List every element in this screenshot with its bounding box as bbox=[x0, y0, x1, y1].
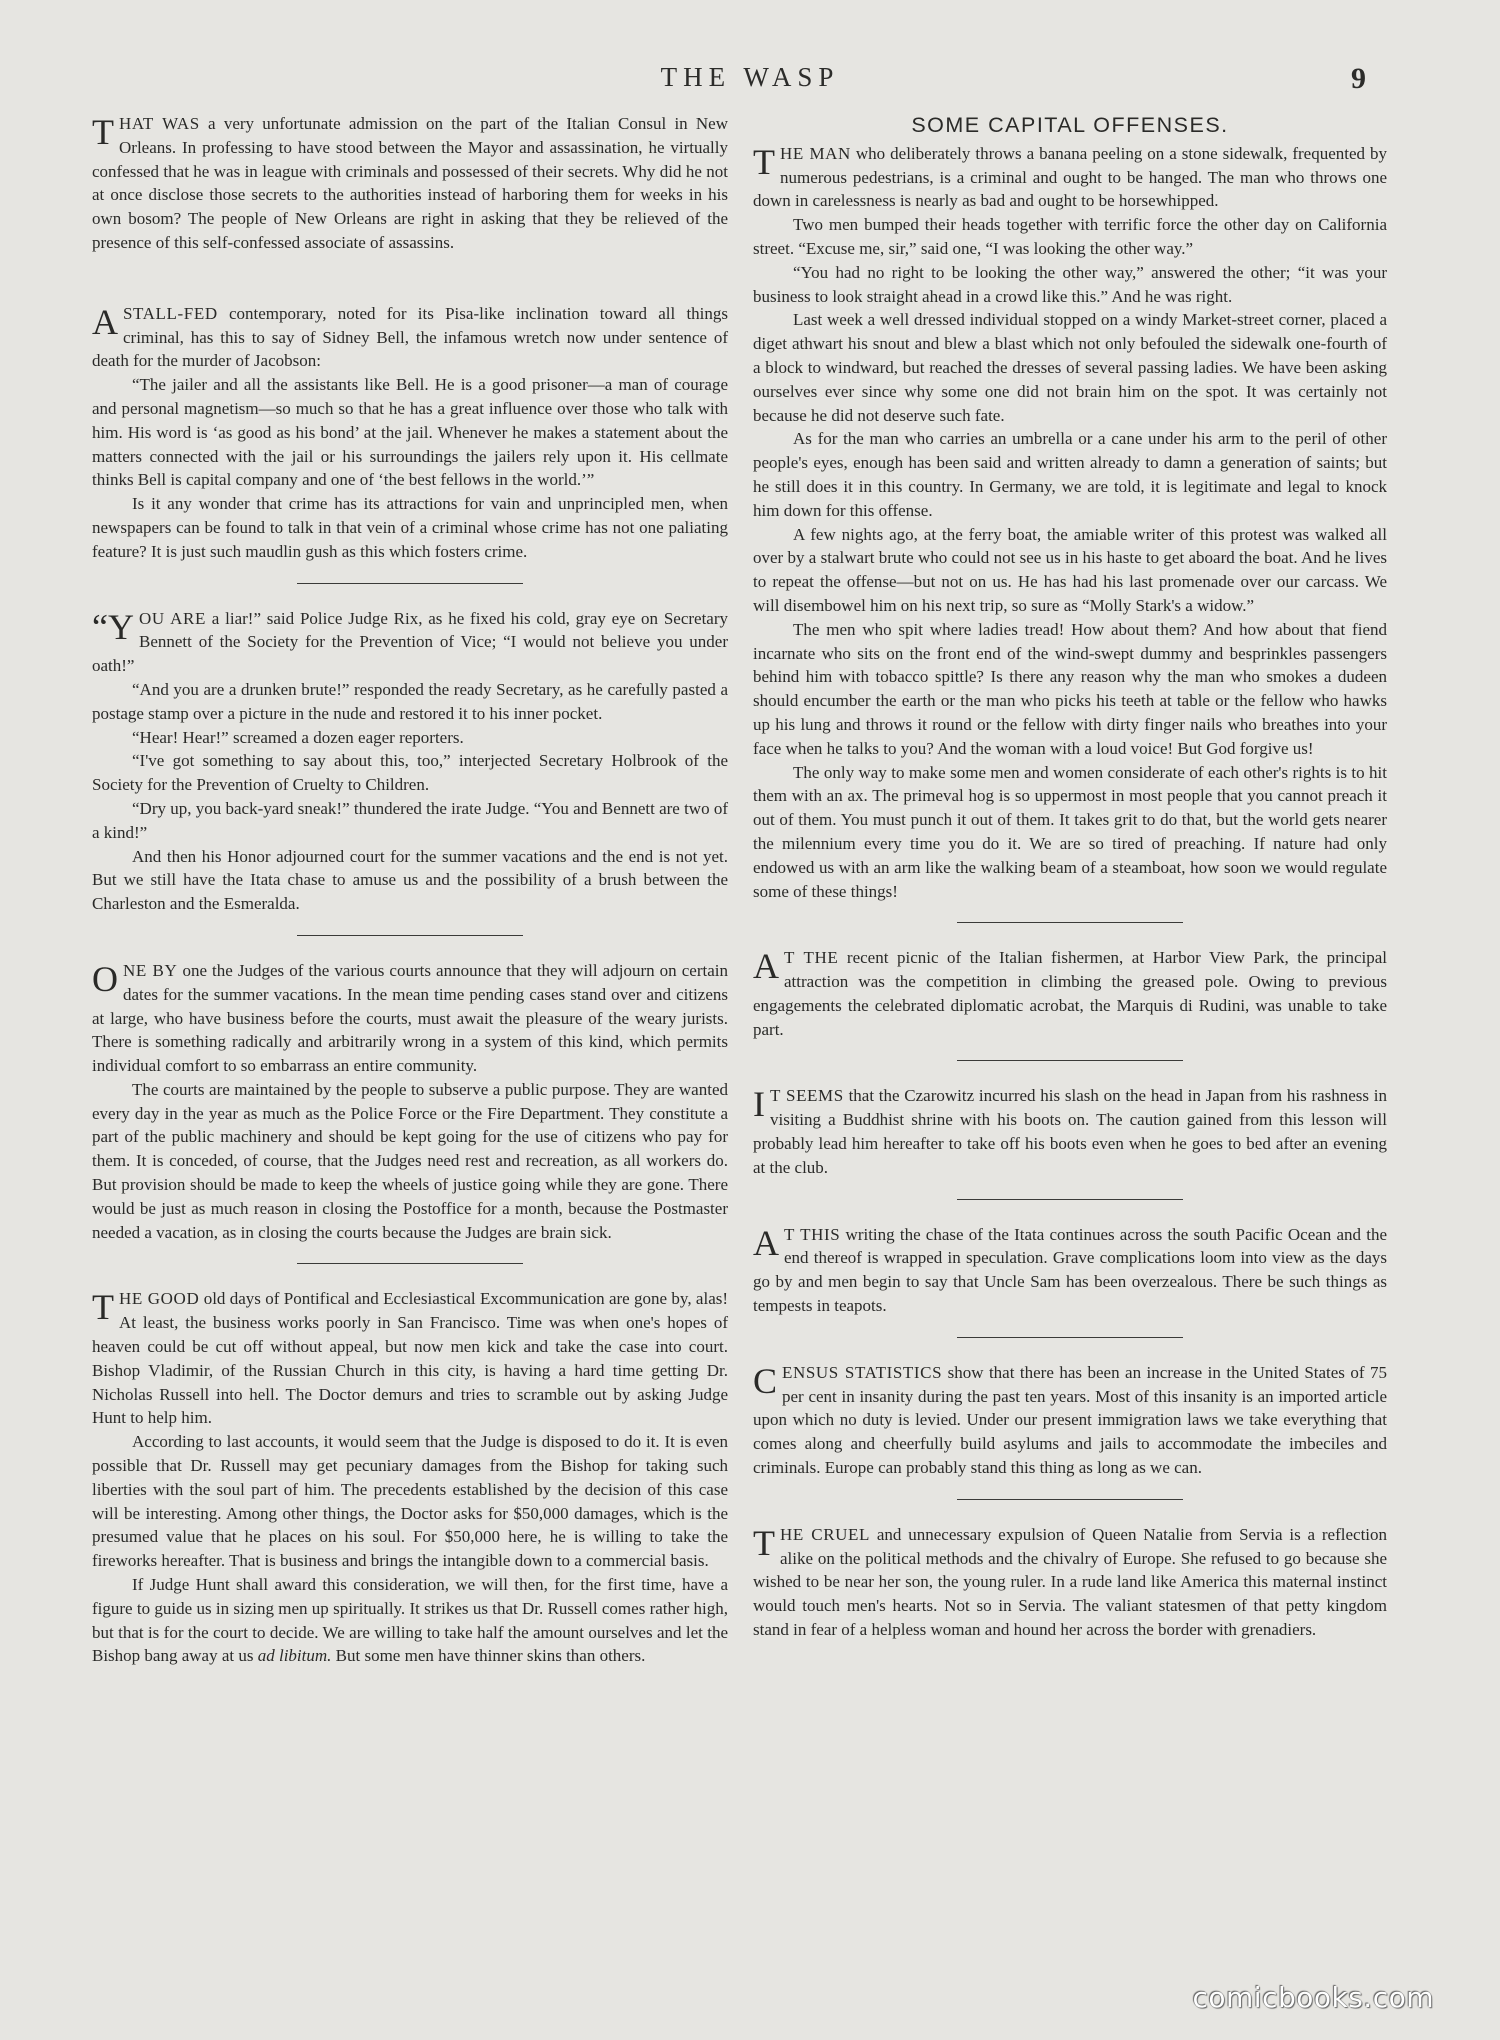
article-stall-fed bbox=[92, 302, 728, 564]
paragraph: “Hear! Hear!” screamed a dozen eager reporters. bbox=[132, 727, 464, 747]
article-lead bbox=[753, 142, 1387, 213]
paragraph: Two men bumped their heads together with terrific force the other day on California street. “Excuse me, sir,” said one, “I was looking the other way.” bbox=[753, 215, 1387, 258]
section-heading: SOME CAPITAL OFFENSES. bbox=[911, 113, 1229, 137]
divider-rule bbox=[957, 1499, 1183, 1500]
paragraph: “The jailer and all the assistants like Bell. He is a good prisoner—a man of courage and personal magnetism—so much so that he has a great influence over those who talk with him. His word is ‘as good as his bond’ at the jail. Whenever he makes a statement about the matters connected with the jail or his surroundings the jailers rely upon it. His cellmate thinks Bell is capital company and one of ‘the best fellows in the world.’” bbox=[92, 375, 728, 490]
drop-cap: A bbox=[92, 301, 118, 342]
right-column bbox=[753, 114, 1387, 1642]
paragraph: “And you are a drunken brute!” responded the ready Secretary, as he carefully pasted a postage stamp over a picture in the nude and restored it to his inner pocket. bbox=[92, 679, 728, 723]
lead-caps: HAT WAS bbox=[119, 114, 200, 133]
masthead: THE WASP bbox=[660, 62, 840, 92]
article-italian-consul bbox=[92, 112, 728, 255]
paragraph: a liar!” said Police Judge Rix, as he fixed his cold, gray eye on Secretary Bennett of the Society for the Prevention of Vice; “I would not believe you under oath!” bbox=[92, 608, 729, 676]
paragraph-text: If Judge Hunt shall award this consideration, we will then, for the first time, have a figure to guide us in sizing men up spiritually. It strikes us that Dr. Russell comes rather high, but that is for the court to decide. We are willing to take half the amount ourselves and let the Bishop bang away at us bbox=[92, 1575, 728, 1666]
paragraph: As for the man who carries an umbrella or a cane under his arm to the peril of other people's eyes, enough has been said and written already to damn a generation of saints; but he still does it in this country. In Germany, we are told, it is legitimate and legal to knock him down for this offense. bbox=[753, 429, 1387, 520]
left-column bbox=[92, 112, 728, 1668]
divider-rule bbox=[957, 1337, 1183, 1338]
article-judges-vacations bbox=[92, 959, 728, 1245]
paragraph: contemporary, noted for its Pisa-like inclination toward all things criminal, has this to say of Sidney Bell, the infamous wretch now under sentence of death for the murder of Jacobson: bbox=[92, 303, 729, 371]
article-lead bbox=[92, 1287, 728, 1430]
article-lead bbox=[92, 607, 728, 678]
drop-cap: “Y bbox=[92, 606, 134, 647]
drop-cap: A bbox=[753, 946, 779, 987]
paragraph: Is it any wonder that crime has its attractions for vain and unprincipled men, when newspapers can be found to talk in that vein of a criminal whose crime has not one paliating feature? It is just such maudlin gush as this which fosters crime. bbox=[92, 494, 728, 561]
watermark: comicbooks.com bbox=[1192, 1981, 1434, 2014]
drop-cap: I bbox=[753, 1084, 765, 1125]
paragraph: The men who spit where ladies tread! How about them? And how about that fiend incarnate who sits on the front end of the wind-swept dummy and besprinkles passengers behind him with tobacco spittle? Is there any reason why the man who smokes a dudeen should encumber the earth or the man who picks his teeth at table or the fellow who hawks up his lung and throws it round or the fellow with dirty finger nails who breathes into your face when he talks to you? And the woman with a loud voice! But God forgive us! bbox=[753, 619, 1387, 758]
paragraph-text: But some men have thinner skins than others. bbox=[335, 1646, 646, 1666]
article-lead bbox=[753, 946, 1387, 1041]
lead-caps: HE GOOD bbox=[119, 1289, 200, 1309]
page-number: 9 bbox=[1351, 62, 1366, 95]
divider-rule bbox=[957, 1199, 1183, 1200]
paragraph: and unnecessary expulsion of Queen Natalie from Servia is a reflection alike on the political methods and the chivalry of Europe. She refused to go because she wished to be near her son, the young ruler. In a rude land like America this maternal instinct would touch men's hearts. Not so in Servia. The valiant statesmen of that petty kingdom stand in fear of a helpless woman and hound her across the border with grenadiers. bbox=[753, 1524, 1388, 1640]
article-banana-peeling bbox=[753, 142, 1387, 904]
article-queen-natalie bbox=[753, 1523, 1387, 1642]
paragraph: “You had no right to be looking the other way,” answered the other; “it was your business to look straight ahead in a crowd like this.” And he was right. bbox=[753, 262, 1387, 306]
lead-caps: T THIS bbox=[784, 1224, 841, 1244]
paragraph bbox=[92, 1573, 728, 1668]
lead-caps: T THE bbox=[784, 948, 839, 968]
paragraph: The only way to make some men and women considerate of each other's rights is to hit them with an ax. The primeval hog is so uppermost in most people that you cannot preach it out of them. You must punch it out of them. It takes grit to do that, but the world gets nearer the milennium every time you do it. We are so tired of preaching. If nature had only endowed us with an arm like the walking beam of a steamboat, how soon we would regulate some of these things! bbox=[753, 762, 1387, 901]
paragraph: The courts are maintained by the people to subserve a public purpose. They are wanted every day in the year as much as the Police Force or the Fire Department. They constitute a part of the public machinery and should be kept going for the use of citizens who pay for them. It is conceded, of course, that the Judges need rest and recreation, as all workers do. But provision should be made to keep the wheels of justice going while they are gone. There would be just as much reason in closing the Postoffice for a month, because the Postmaster needed a vacation, as in closing the courts because the Judges are brain sick. bbox=[92, 1079, 728, 1242]
article-lead bbox=[92, 112, 728, 255]
drop-cap: O bbox=[92, 958, 118, 999]
paragraph: And then his Honor adjourned court for the summer vacations and the end is not yet. But we still have the Itata chase to amuse us and the possibility of a brush between the Charleston and the Esmeralda. bbox=[92, 846, 728, 914]
drop-cap: T bbox=[92, 1287, 114, 1328]
lead-caps: HE CRUEL bbox=[780, 1524, 871, 1544]
paragraph: writing the chase of the Itata continues across the south Pacific Ocean and the end thereof is wrapped in speculation. Grave complications loom into view as the days go by and men begin to say that Uncle Sam has been overzealous. There be such things as tempests in teapots. bbox=[753, 1224, 1387, 1316]
divider-rule bbox=[957, 1060, 1183, 1061]
paragraph: recent picnic of the Italian fishermen, at Harbor View Park, the principal attraction was the competition in climbing the greased pole. Owing to previous engagements the celebrated diplomatic acrobat, the Marquis di Rudini, was unable to take part. bbox=[753, 948, 1387, 1039]
paragraph: who deliberately throws a banana peeling on a stone sidewalk, frequented by numerous pedestrians, is a criminal and ought to be hanged. The man who throws one down in carelessness is nearly as bad and ought to be horsewhipped. bbox=[753, 143, 1387, 211]
lead-caps: ENSUS STATISTICS bbox=[782, 1362, 943, 1382]
lead-caps: STALL-FED bbox=[123, 303, 218, 323]
divider-rule bbox=[297, 935, 523, 936]
article-lead bbox=[92, 959, 728, 1078]
article-lead bbox=[753, 1361, 1387, 1480]
divider-rule bbox=[957, 922, 1183, 923]
drop-cap: C bbox=[753, 1360, 778, 1401]
divider-rule bbox=[297, 277, 523, 278]
paragraph: that the Czarowitz incurred his slash on the head in Japan from his rashness in visiting a Buddhist shrine with his boots on. The caution gained from this lesson will probably lead him hereafter to take off his boots even when he goes to bed after an evening at the club. bbox=[753, 1086, 1388, 1177]
article-itata-chase bbox=[753, 1223, 1387, 1318]
paragraph: show that there has been an increase in the United States of 75 per cent in insanity during the past ten years. Most of this insanity is an imported article upon which no duty is levied. Under our present immigration laws we take everything that comes along and cheerfully build asylums and jails to accommodate the imbeciles and criminals. Europe can probably stand this thing as long as we can. bbox=[753, 1362, 1388, 1478]
lead-caps: T SEEMS bbox=[770, 1086, 844, 1106]
lead-caps: NE BY bbox=[123, 960, 178, 980]
running-head bbox=[0, 62, 1500, 96]
paragraph: “I've got something to say about this, too,” interjected Secretary Holbrook of the Society for the Prevention of Cruelty to Children. bbox=[92, 751, 728, 795]
paragraph: old days of Pontifical and Ecclesiastical Excommunication are gone by, alas! At least, the business works poorly in San Francisco. Time was when one's hopes of heaven could be cut off without appeal, but now men kick and take the case into court. Bishop Vladimir, of the Russian Church in this city, is having a hard time getting Dr. Nicholas Russell into hell. The Doctor demurs and tries to scramble out by asking Judge Hunt to help him. bbox=[92, 1289, 729, 1428]
paragraph: one the Judges of the various courts announce that they will adjourn on certain dates for the summer vacations. In the mean time pending cases stand over and citizens at large, who have business before the courts, must await the pleasure of the weary jurists. There is something radically and arbitrarily wrong in a system of this kind, which permits individual comfort to so embarrass an entire community. bbox=[92, 960, 728, 1076]
lead-caps: OU ARE bbox=[138, 608, 206, 628]
article-police-judge-rix bbox=[92, 607, 728, 916]
drop-cap: T bbox=[92, 112, 114, 152]
article-czarowitz bbox=[753, 1084, 1387, 1179]
article-lead bbox=[753, 1084, 1387, 1179]
article-excommunication bbox=[92, 1287, 728, 1668]
paragraph: According to last accounts, it would seem that the Judge is disposed to do it. It is even possible that Dr. Russell may get pecuniary damages from the Bishop for taking such liberties with the soul part of him. The precedents established by the decision of this case will be interesting. Among other things, the Doctor asks for $50,000 damages, which is the presumed value that he places on his soul. For $50,000 here, he is willing to take the fireworks hereafter. That is business and brings the intangible down to a commercial basis. bbox=[92, 1432, 728, 1571]
article-lead bbox=[753, 1523, 1387, 1642]
paragraph: A few nights ago, at the ferry boat, the amiable writer of this protest was walked all over by a stalwart brute who could not see us in his haste to get aboard the boat. And he lives to repeat the offense—but not on us. He has had his last promenade over our carcass. We will disembowel him on his next trip, so sure as “Molly Stark's a widow.” bbox=[753, 524, 1387, 615]
drop-cap: T bbox=[753, 141, 775, 182]
drop-cap: A bbox=[753, 1222, 779, 1263]
paragraph: a very unfortunate admission on the part of the Italian Consul in New Orleans. In professing to have stood between the Mayor and assassination, he virtually confessed that he was in league with criminals and possessed of their secrets. Why did he not at once disclose those secrets to the authorities instead of harboring them for weeks in his own bosom? The people of New Orleans are right in asking that they be relieved of the presence of this self-confessed associate of assassins. bbox=[92, 114, 729, 252]
latin-phrase: ad libitum. bbox=[257, 1646, 332, 1666]
article-picnic bbox=[753, 946, 1387, 1041]
article-lead bbox=[92, 302, 728, 373]
article-lead bbox=[753, 1223, 1387, 1318]
article-census bbox=[753, 1361, 1387, 1480]
lead-caps: HE MAN bbox=[780, 143, 851, 163]
paragraph: “Dry up, you back-yard sneak!” thundered the irate Judge. “You and Bennett are two of a kind!” bbox=[92, 798, 728, 842]
divider-rule bbox=[297, 1263, 523, 1264]
divider-rule bbox=[297, 583, 523, 584]
paragraph: Last week a well dressed individual stopped on a windy Market-street corner, placed a diget athwart his snout and blew a blast which not only befouled the sidewalk one-fourth of a block to windward, but reached the dresses of several passing ladies. We have been asking ourselves ever since why some one did not brain him on the spot. It was certainly not because he did not deserve such fate. bbox=[753, 310, 1387, 425]
drop-cap: T bbox=[753, 1522, 775, 1563]
